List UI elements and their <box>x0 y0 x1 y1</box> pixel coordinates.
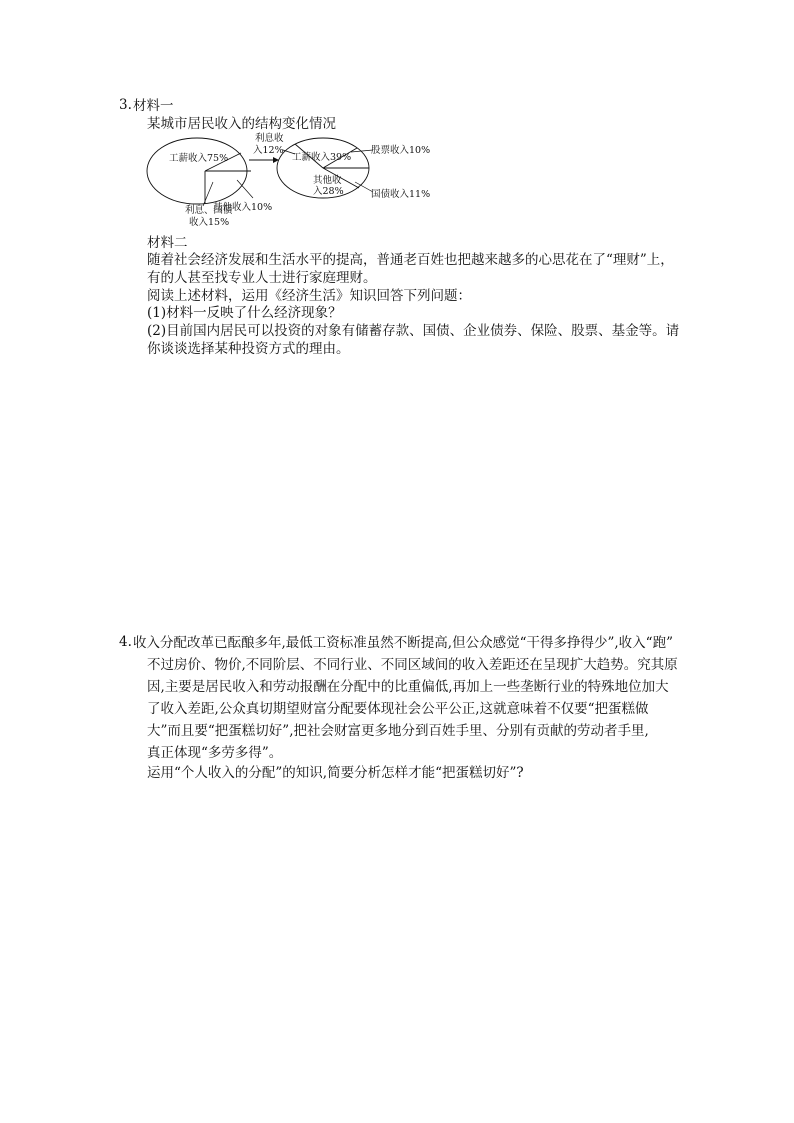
label-right-bond: 国债收入11% <box>371 189 431 200</box>
material-2-line-2: 有的人甚至找专业人士进行家庭理财。 <box>147 270 377 286</box>
question-4-line-1: 收入分配改革已酝酿多年,最低工资标准虽然不断提高,但公众感觉“干得多挣得少”,收入“跑” <box>133 635 673 651</box>
label-left-interest-2: 收入15% <box>189 217 230 228</box>
instruction-text: 阅读上述材料，运用《经济生活》知识回答下列问题： <box>147 288 471 304</box>
label-right-other-1: 其他收 <box>313 175 342 186</box>
question-3-part-2-line-1: (2)目前国内居民可以投资的对象有储蓄存款、国债、企业债券、保险、股票、基金等。请 <box>147 323 680 339</box>
question-4-prompt: 运用“个人收入的分配”的知识,简要分析怎样才能“把蛋糕切好”? <box>147 765 524 781</box>
question-4-number: 4. <box>119 634 132 650</box>
question-3-part-1: (1)材料一反映了什么经济现象？ <box>147 305 342 321</box>
income-structure-diagram <box>145 130 455 230</box>
label-right-interest-2: 入12% <box>253 145 284 156</box>
label-right-other-2: 入28% <box>313 186 344 197</box>
question-3-number: 3. <box>119 97 132 113</box>
question-4-line-3: 因,主要是居民收入和劳动报酬在分配中的比重偏低,再加上一些垄断行业的特殊地位加大 <box>147 679 669 695</box>
material-2-label: 材料二 <box>147 235 188 251</box>
question-4-line-2: 不过房价、物价,不同阶层、不同行业、不同区域间的收入差距还在呈现扩大趋势。究其原 <box>147 657 678 673</box>
question-4-line-6: 真正体现“多劳多得”。 <box>147 745 283 761</box>
label-left-other: 其他收入10% <box>213 202 273 213</box>
material-2-line-1: 随着社会经济发展和生活水平的提高，普通老百姓也把越来越多的心思花在了“理财”上， <box>147 252 674 268</box>
label-left-wage: 工薪收入75% <box>169 153 229 164</box>
question-3-part-2-line-2: 你谈谈选择某种投资方式的理由。 <box>147 341 350 357</box>
label-right-stock: 股票收入10% <box>371 145 431 156</box>
label-right-wage: 工薪收入39% <box>292 152 352 163</box>
chart-title: 某城市居民收入的结构变化情况 <box>147 116 336 132</box>
question-4-line-4: 了收入差距,公众真切期望财富分配要体现社会公平公正,这就意味着不仅要“把蛋糕做 <box>147 701 649 717</box>
question-4-line-5: 大”而且要“把蛋糕切好”,把社会财富更多地分到百姓手里、分别有贡献的劳动者手里, <box>147 723 649 739</box>
label-right-interest-1: 利息收 <box>255 133 284 144</box>
material-1-label: 材料一 <box>133 98 174 114</box>
label-left-interest-1: 利息、国债 <box>185 205 233 216</box>
